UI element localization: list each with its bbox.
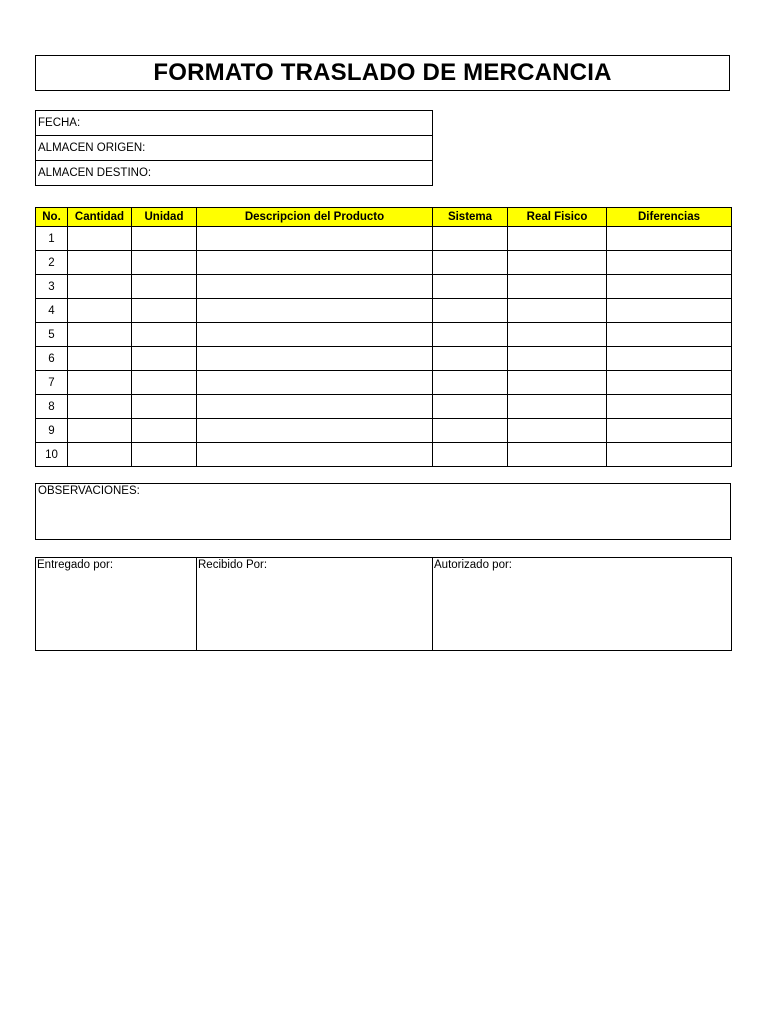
row-number: 4 [36,299,68,323]
descripcion-cell[interactable] [197,275,433,299]
diferencias-cell[interactable] [607,347,732,371]
observations-box[interactable] [35,483,731,540]
descripcion-cell[interactable] [197,371,433,395]
real-fisico-cell[interactable] [508,443,607,467]
unidad-cell[interactable] [132,299,197,323]
authorized-by-field[interactable] [433,558,732,651]
sistema-cell[interactable] [433,323,508,347]
items-table [35,207,732,467]
sistema-cell[interactable] [433,443,508,467]
unidad-cell[interactable] [132,419,197,443]
real-fisico-cell[interactable] [508,299,607,323]
delivered-by-field[interactable] [36,558,197,651]
unidad-cell[interactable] [132,395,197,419]
cantidad-cell[interactable] [68,419,132,443]
real-fisico-cell[interactable] [508,227,607,251]
unidad-cell[interactable] [132,347,197,371]
descripcion-cell[interactable] [197,323,433,347]
header-real-fisico: Real Fisico [508,208,607,227]
real-fisico-cell[interactable] [508,251,607,275]
cantidad-cell[interactable] [68,443,132,467]
cantidad-cell[interactable] [68,371,132,395]
unidad-cell[interactable] [132,275,197,299]
table-row [36,275,732,299]
cantidad-cell[interactable] [68,299,132,323]
unidad-cell[interactable] [132,443,197,467]
cantidad-cell[interactable] [68,275,132,299]
sistema-cell[interactable] [433,251,508,275]
unidad-cell[interactable] [132,371,197,395]
cantidad-cell[interactable] [68,347,132,371]
info-row-almacen-origen [36,136,433,161]
cantidad-cell[interactable] [68,395,132,419]
descripcion-cell[interactable] [197,347,433,371]
authorized-by-label: Autorizado por: [434,559,512,571]
table-row [36,227,732,251]
cantidad-cell[interactable] [68,251,132,275]
diferencias-cell[interactable] [607,395,732,419]
row-number: 7 [36,371,68,395]
unidad-cell[interactable] [132,227,197,251]
descripcion-cell[interactable] [197,299,433,323]
row-number: 3 [36,275,68,299]
table-row [36,323,732,347]
header-sistema: Sistema [433,208,508,227]
row-number: 2 [36,251,68,275]
row-number: 1 [36,227,68,251]
info-table [35,110,433,186]
header-unidad: Unidad [132,208,197,227]
real-fisico-cell[interactable] [508,419,607,443]
sistema-cell[interactable] [433,419,508,443]
descripcion-cell[interactable] [197,419,433,443]
sistema-cell[interactable] [433,395,508,419]
row-number: 10 [36,443,68,467]
table-row [36,443,732,467]
descripcion-cell[interactable] [197,443,433,467]
sistema-cell[interactable] [433,371,508,395]
items-header-row [36,208,732,227]
delivered-by-label: Entregado por: [37,559,114,571]
diferencias-cell[interactable] [607,299,732,323]
info-row-fecha [36,111,433,136]
diferencias-cell[interactable] [607,323,732,347]
row-number: 6 [36,347,68,371]
document-title: FORMATO TRASLADO DE MERCANCIA [35,55,730,91]
header-cantidad: Cantidad [68,208,132,227]
table-row [36,419,732,443]
info-row-almacen-destino [36,161,433,186]
descripcion-cell[interactable] [197,227,433,251]
real-fisico-cell[interactable] [508,275,607,299]
table-row [36,371,732,395]
signatures-table [35,557,732,651]
row-number: 5 [36,323,68,347]
table-row [36,251,732,275]
diferencias-cell[interactable] [607,443,732,467]
real-fisico-cell[interactable] [508,323,607,347]
table-row [36,395,732,419]
real-fisico-cell[interactable] [508,371,607,395]
observations-label: OBSERVACIONES: [38,485,140,497]
received-by-label: Recibido Por: [198,559,268,571]
received-by-field[interactable] [197,558,433,651]
row-number: 8 [36,395,68,419]
table-row [36,347,732,371]
header-diferencias: Diferencias [607,208,732,227]
almacen-origen-field[interactable]: ALMACEN ORIGEN: [36,136,433,161]
unidad-cell[interactable] [132,323,197,347]
diferencias-cell[interactable] [607,251,732,275]
real-fisico-cell[interactable] [508,347,607,371]
header-descripcion: Descripcion del Producto [197,208,433,227]
cantidad-cell[interactable] [68,323,132,347]
descripcion-cell[interactable] [197,251,433,275]
diferencias-cell[interactable] [607,371,732,395]
header-no: No. [36,208,68,227]
unidad-cell[interactable] [132,251,197,275]
diferencias-cell[interactable] [607,227,732,251]
table-row [36,299,732,323]
almacen-destino-field[interactable]: ALMACEN DESTINO: [36,161,433,186]
sistema-cell[interactable] [433,227,508,251]
diferencias-cell[interactable] [607,419,732,443]
sistema-cell[interactable] [433,299,508,323]
fecha-field[interactable]: FECHA: [36,111,433,136]
row-number: 9 [36,419,68,443]
descripcion-cell[interactable] [197,395,433,419]
sistema-cell[interactable] [433,347,508,371]
cantidad-cell[interactable] [68,227,132,251]
sistema-cell[interactable] [433,275,508,299]
real-fisico-cell[interactable] [508,395,607,419]
diferencias-cell[interactable] [607,275,732,299]
